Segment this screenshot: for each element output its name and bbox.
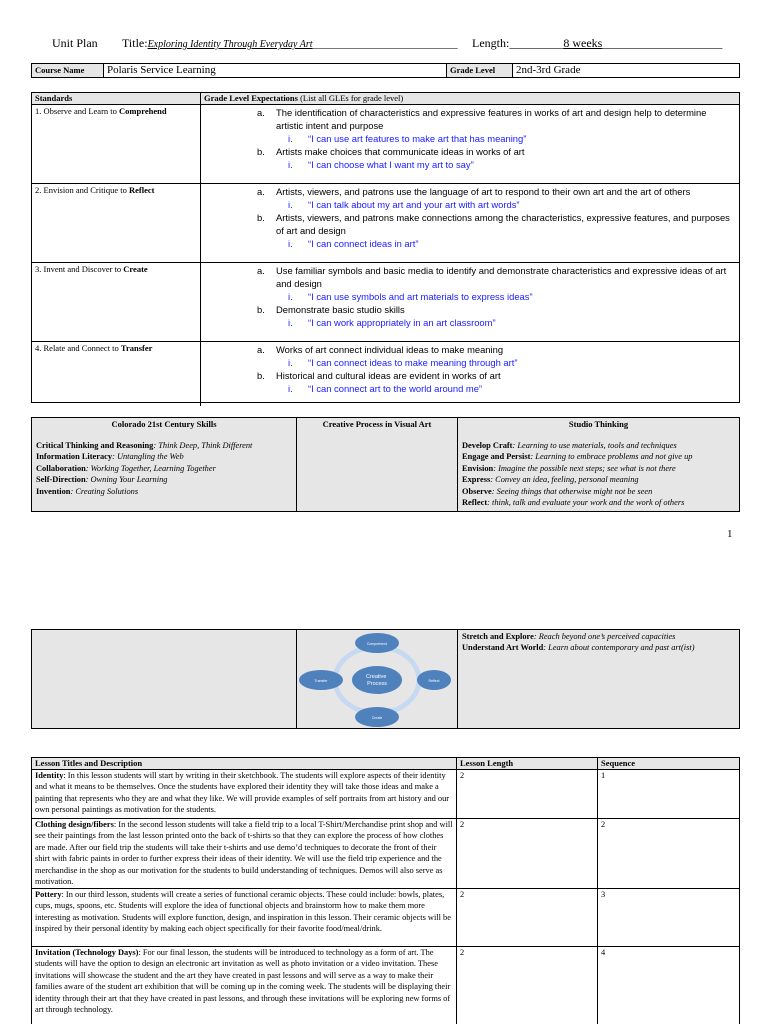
standards-col-header: Standards [32,93,201,104]
skill-item [36,486,292,497]
standard-label-pre: 1. Observe and Learn to [35,106,120,116]
gle-cell [201,184,739,262]
gle-expectation [201,264,735,290]
skill-name: Develop Craft [462,441,513,450]
standards-row [32,342,739,406]
gle-i-can-statement [201,356,735,369]
title-trail: _____________________________ [312,39,458,50]
skill-description: : Seeing things that otherwise might not be seen [491,486,653,496]
skill-description: : Learn about contemporary and past art(ist) [543,643,695,653]
gle-text: “I can connect art to the world around me” [308,383,483,394]
gle-marker: a. [257,186,265,197]
gle-marker: b. [257,146,265,157]
skills-col-1 [32,418,297,511]
lesson-title: Pottery [35,890,62,899]
gle-i-can-statement [201,198,735,211]
gle-marker: a. [257,265,265,276]
lessons-header-row [32,758,739,770]
skill-name: Observe [462,486,492,496]
gle-i-can-statement [201,237,735,250]
lesson-text: : In this lesson students will start by writing in their sketchbook. The students will explore aspects of their identity and what it means to be themselves. Once the students have explored their identity they will take those ideas and make a painting that represents who they are and what they like. We will provide examples of self portraits from art history and our own personal paintings as motivation for the students. [35,771,450,815]
gle-expectation [201,211,735,237]
skill-name: Envision [462,463,494,473]
lesson-length: 2 [457,947,598,1024]
lesson-sequence: 2 [601,820,606,829]
skill-description: : Think Deep, Think Different [153,441,253,450]
lessons-table [31,757,740,1024]
gle-text: Artists make choices that communicate ideas in works of art [276,146,525,157]
standards-row [32,105,739,184]
gle-text: Works of art connect individual ideas to make meaning [276,344,504,355]
skills-cont-col-3 [458,630,739,728]
gle-expectation [201,185,735,198]
grade-level-label: Grade Level [447,64,513,77]
standard-label-pre: 3. Invent and Discover to [35,264,124,274]
gle-text: Demonstrate basic studio skills [276,304,405,315]
skill-description: : Learning to use materials, tools and techniques [512,441,677,450]
title-line [122,36,458,51]
gle-col-header-rest: (List all GLEs for grade level) [297,93,404,103]
gle-text: Artists, viewers, and patrons make connections among the characteristics, expressive features, and purposes of art and design [276,212,730,236]
skill-description: : Learning to embrace problems and not give up [530,452,693,462]
standard-label [32,184,201,262]
skill-description: : Working Together, Learning Together [85,463,216,473]
lesson-sequence: 4 [601,948,606,957]
gle-text: The identification of characteristics and expressive features in works of art and design help to determine artistic intent and purpose [276,107,707,131]
length-trail: ____________________ [602,36,723,50]
lesson-text: : In the second lesson students will take a field trip to a local T-Shirt/Merchandise print shop and will see their paintings from the last lesson printed onto the back of t-shirts so that they can explore the process of how clothes are made. After our field trip the students will take their t-shirts and use demo’d techniques to decorate the front of their shirt with fabric paints in order to further express their ideas of their identity. We will use the field trip experience and the merchandise in the shop as our motivation for the students to build understanding of techniques. Demos will also serve as motivation. [35,820,453,887]
skill-name: Stretch and Explore [462,632,534,641]
gle-col-header [201,93,739,104]
gle-i-can-statement [201,158,735,171]
diagram-label-bottom: Create [371,716,383,720]
length-lead: _________ [509,36,564,50]
diagram-center-node [352,666,402,694]
standard-label [32,342,201,406]
skill-description: : Imagine the possible next steps; see what is not there [493,463,676,473]
gle-marker: i. [288,159,293,170]
gle-marker: a. [257,107,265,118]
skill-item [462,631,735,642]
diagram-label-left: Transfer [314,679,328,683]
lessons-col-sequence: Sequence [601,758,635,768]
lesson-sequence: 1 [601,771,606,780]
gle-i-can-statement [201,316,735,329]
standard-label [32,263,201,341]
skills-cont-col-1 [32,630,297,728]
skills-cont-col-3-list [462,631,735,654]
skill-item [36,463,292,474]
length-label: Length: [472,36,510,50]
standard-label-pre: 2. Envision and Critique to [35,185,129,195]
gle-i-can-statement [201,132,735,145]
skill-item [462,463,735,474]
gle-col-header-bold: Grade Level Expectations [204,93,298,103]
gle-marker: i. [288,199,293,210]
gle-text: “I can use symbols and art materials to express ideas” [308,291,533,302]
title-value: Exploring Identity Through Everyday Art [147,39,313,50]
lesson-row [32,770,739,819]
skill-name: Self-Direction [36,475,86,485]
gle-marker: i. [288,291,293,302]
diagram-center-word-2: Process [367,681,387,687]
gle-marker: i. [288,238,293,249]
skill-item [462,440,735,451]
standard-label-bold: Transfer [120,343,153,353]
skill-name: Reflect [462,498,488,508]
skills-col-2 [297,418,458,511]
standard-label-bold: Reflect [128,185,155,195]
length-value: 8 weeks [563,36,603,50]
skill-item [462,642,735,653]
lessons-col-length: Lesson Length [457,758,598,769]
grade-level-value: 2nd-3rd Grade [516,64,581,76]
standard-label [32,105,201,183]
skill-item [462,497,735,508]
skills-cont-col-2 [297,630,458,728]
skill-name: Engage and Persist [462,452,531,462]
gle-expectation [201,106,735,132]
lesson-description [32,889,457,946]
standards-row [32,184,739,263]
unit-plan-label: Unit Plan [52,36,98,50]
title-label: Title: [122,36,148,50]
diagram-center-label [366,674,388,687]
gle-i-can-statement [201,382,735,395]
skill-name: Understand Art World [462,643,544,653]
lesson-rows [32,770,739,1024]
gle-expectation [201,145,735,158]
skill-description: : Creating Solutions [70,486,139,496]
page-number: 1 [727,528,733,540]
standard-label-pre: 4. Relate and Connect to [35,343,121,353]
gle-marker: i. [288,133,293,144]
skill-description: : Reach beyond one’s perceived capacities [533,632,676,641]
standards-rows [32,105,739,406]
skill-item [36,451,292,462]
skill-name: Collaboration [36,463,86,473]
skill-item [36,474,292,485]
gle-marker: b. [257,304,265,315]
gle-text: Use familiar symbols and basic media to identify and demonstrate characteristics and expressive ideas of art and design [276,265,727,289]
lesson-title: Identity [35,771,64,780]
gle-text: “I can choose what I want my art to say” [308,159,474,170]
skill-description: : Owning Your Learning [85,475,168,485]
gle-text: Artists, viewers, and patrons use the language of art to respond to their own art and the art of others [276,186,691,197]
lesson-title: Invitation (Technology Days) [35,948,139,957]
lesson-text: : For our final lesson, the students will be introduced to technology as a form of art. The students will have the option to design an electronic art invitation as well as photo invitation or a video invitation. These invitations will showcase the student and the art they have created in past lessons and will serve as a way to make their families aware of the student art exhibition that will be coming up in the coming week. The students will be displaying their identity through their art that they have created in past lessons, and through these invitations will be exploring new forms of art through technology. [35,948,451,1015]
skills-table [31,417,740,512]
skill-name: Information Literacy [36,452,113,462]
skills-col-2-title: Creative Process in Visual Art [322,419,432,429]
gle-expectation [201,369,735,382]
skills-col-3-title: Studio Thinking [568,419,629,429]
diagram-center-word-1: Creative [365,674,387,680]
skill-description: : Convey an idea, feeling, personal meaning [490,475,639,485]
course-table [31,63,740,78]
lesson-description [32,947,457,1024]
skill-item [462,474,735,485]
skills-col-3-list [462,440,735,508]
gle-marker: i. [288,357,293,368]
standards-row [32,263,739,342]
lesson-sequence: 3 [601,890,606,899]
skill-item [462,486,735,497]
lesson-row [32,819,739,889]
skill-name: Express [462,475,491,485]
skill-description: : think, talk and evaluate your work and the work of others [487,498,685,508]
gle-marker: b. [257,212,265,223]
lesson-description [32,770,457,818]
gle-cell [201,342,739,406]
gle-marker: a. [257,344,265,355]
skill-item [462,451,735,462]
gle-cell [201,105,739,183]
skills-col-1-list [36,440,292,497]
standards-table [31,92,740,403]
skills-col-1-title-text: Colorado 21st Century Skills [111,419,217,429]
standard-label-bold: Comprehend [119,106,167,116]
gle-text: Historical and cultural ideas are evident in works of art [276,370,501,381]
lesson-row [32,947,739,1024]
skill-item [36,440,292,451]
gle-marker: i. [288,317,293,328]
skills-col-1-title [36,419,292,429]
gle-expectation [201,303,735,316]
gle-text: “I can connect ideas to make meaning through art” [308,357,518,368]
course-name-value: Polaris Service Learning [104,64,447,77]
lesson-title: Clothing design/fibers [35,820,114,829]
gle-text: “I can use art features to make art that has meaning” [308,133,527,144]
course-name-label: Course Name [32,64,104,77]
skills-col-3 [458,418,739,511]
lessons-col-title: Lesson Titles and Description [32,758,457,769]
gle-marker: b. [257,370,265,381]
diagram-label-right: Reflect [428,679,440,683]
standards-header-row [32,93,739,105]
gle-expectation [201,343,735,356]
gle-i-can-statement [201,290,735,303]
lesson-description [32,819,457,888]
gle-text: “I can work appropriately in an art classroom” [308,317,496,328]
skill-name: Invention [36,486,71,496]
lesson-row [32,889,739,947]
skill-description: : Untangling the Web [112,452,184,462]
length-line [472,36,722,51]
creative-process-diagram [297,630,457,728]
lesson-length: 2 [457,889,598,946]
gle-cell [201,263,739,341]
lesson-length: 2 [457,770,598,818]
diagram-label-top: Comprehend [366,642,388,646]
gle-text: “I can talk about my art and your art with art words” [308,199,520,210]
skills-table-continued [31,629,740,729]
gle-text: “I can connect ideas in art” [308,238,419,249]
standard-label-bold: Create [123,264,148,274]
lesson-length: 2 [457,819,598,888]
skill-name: Critical Thinking and Reasoning [36,441,154,450]
gle-marker: i. [288,383,293,394]
lesson-text: : In our third lesson, students will create a series of functional ceramic objects. These could include: bowls, plates, cups, mugs, spoons, etc. Students will explore the idea of functional objects and brainstorm how to make them more interesting as motivation. Students will explore function, design, and inspiration in this lesson. Their ceramic objects will be inspired by their personal identity by making each object specifically for their favorite food/meal/drink. [35,890,451,934]
